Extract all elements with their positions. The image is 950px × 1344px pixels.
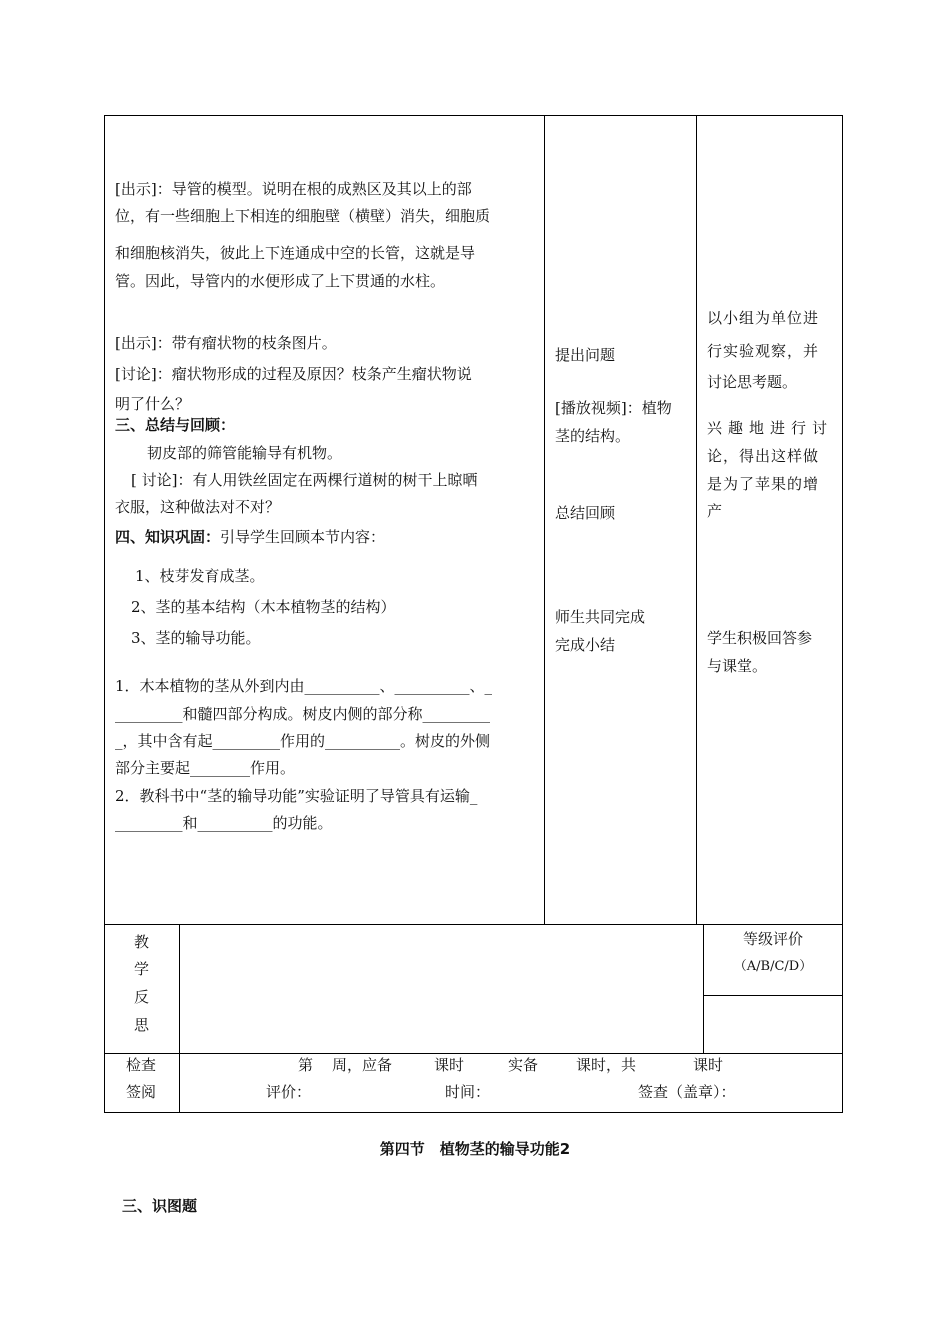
check-week-label: 第 — [298, 1056, 314, 1074]
table-border-right — [842, 115, 843, 1113]
section-heading: 第四节 植物茎的输导功能2 — [379, 1140, 571, 1158]
question-1-line-2: _________和髓四部分构成。树皮内侧的部分称_________ — [115, 705, 491, 723]
main-p1-line-4: 管。因此，导管内的水便形成了上下贯通的水柱。 — [115, 272, 446, 290]
teacher-activity-4-line-2: 完成小结 — [555, 636, 616, 654]
table-border-top — [104, 115, 843, 116]
main-p3-line-2: 明了什么？ — [115, 395, 191, 413]
question-2-line-1: 2．教科书中“茎的输导功能”实验证明了导管具有运输_ — [115, 787, 478, 805]
student-activity-3-line-1: 学生积极回答参 — [707, 629, 813, 647]
question-1-line-4: 部分主要起________作用。 — [115, 759, 296, 777]
check-time-label: 时间： — [445, 1083, 491, 1101]
section-4-title: 四、知识巩固： — [115, 528, 221, 546]
check-actual-unit: 课时，共 — [576, 1056, 637, 1074]
section-4-item-1: 1、枝芽发育成茎。 — [135, 567, 265, 585]
check-label-line-1: 检查 — [126, 1056, 157, 1074]
check-label-line-2: 签阅 — [126, 1083, 157, 1101]
row-divider-reflection — [104, 1053, 843, 1054]
student-activity-2-line-1: 兴趣地进行讨 — [707, 419, 834, 437]
main-p1-line-1: [出示]：导管的模型。说明在根的成熟区及其以上的部 — [115, 180, 472, 198]
teacher-activity-1: 提出问题 — [555, 346, 616, 364]
check-label-divider — [179, 1053, 180, 1113]
student-activity-1-line-1: 以小组为单位进 — [707, 309, 820, 327]
main-p2: [出示]：带有瘤状物的枝条图片。 — [115, 334, 337, 352]
reflection-label-char-2: 学 — [134, 960, 150, 978]
subsection-heading: 三、识图题 — [122, 1197, 198, 1215]
col-divider-1 — [544, 115, 545, 924]
reflection-label-char-1: 教 — [134, 933, 150, 951]
main-p1-line-2: 位，有一些细胞上下相连的细胞壁（横壁）消失，细胞质 — [115, 207, 491, 225]
grade-input-area[interactable] — [705, 997, 841, 1052]
grade-divider-horizontal — [703, 995, 843, 996]
question-1-line-1: 1．木本植物的茎从外到内由__________、__________、_ — [115, 677, 493, 695]
student-activity-1-line-2: 行实验观察，并 — [707, 342, 820, 360]
check-total-unit: 课时 — [693, 1056, 724, 1074]
table-border-bottom — [104, 1112, 843, 1113]
reflection-label-char-3: 反 — [134, 988, 150, 1006]
student-activity-1-line-3: 讨论思考题。 — [707, 373, 798, 391]
student-activity-2-line-2: 论，得出这样做 — [707, 447, 820, 465]
question-2-line-2: _________和__________的功能。 — [115, 814, 333, 832]
question-1-line-3: _，其中含有起_________作用的__________。树皮的外侧 — [115, 732, 491, 750]
main-p3-line-1: [讨论]：瘤状物形成的过程及原因？枝条产生瘤状物说 — [115, 365, 472, 383]
check-planned-label: 周，应备 — [332, 1056, 393, 1074]
section-3-discuss-line-1: [ 讨论]：有人用铁丝固定在两棵行道树的树干上晾晒 — [131, 471, 478, 489]
check-planned-unit: 课时 — [434, 1056, 465, 1074]
grade-label: 等级评价 — [742, 930, 803, 948]
reflection-content-area[interactable] — [181, 926, 702, 1052]
row-divider-main — [104, 924, 843, 925]
student-activity-2-line-4: 产 — [707, 502, 723, 520]
reflection-label-char-4: 思 — [134, 1016, 150, 1034]
teacher-activity-4-line-1: 师生共同完成 — [555, 608, 646, 626]
check-signature-label: 签查（盖章）： — [638, 1083, 736, 1101]
section-4-intro: 引导学生回顾本节内容： — [220, 528, 386, 546]
check-actual-label: 实备 — [508, 1056, 539, 1074]
table-border-left — [104, 115, 105, 1113]
grade-options: （A/B/C/D） — [733, 959, 813, 974]
section-4-header — [115, 527, 385, 547]
teacher-activity-3: 总结回顾 — [555, 504, 616, 522]
teacher-activity-2-line-2: 茎的结构。 — [555, 427, 631, 445]
reflection-label-divider — [179, 924, 180, 1054]
check-evaluation-label: 评价： — [266, 1083, 312, 1101]
section-3-line-1: 韧皮部的筛管能输导有机物。 — [147, 444, 343, 462]
student-activity-2-line-3: 是为了苹果的增 — [707, 475, 820, 493]
section-3-discuss-line-2: 衣服，这种做法对不对？ — [115, 498, 281, 516]
section-4-item-3: 3、茎的输导功能。 — [131, 629, 261, 647]
section-3-title: 三、总结与回顾： — [115, 416, 236, 434]
main-p1-line-3: 和细胞核消失，彼此上下连通成中空的长管，这就是导 — [115, 244, 476, 262]
section-4-item-2: 2、茎的基本结构（木本植物茎的结构） — [131, 598, 396, 616]
col-divider-2 — [696, 115, 697, 924]
teacher-activity-2-line-1: [播放视频]：植物 — [555, 399, 672, 417]
student-activity-3-line-2: 与课堂。 — [707, 657, 768, 675]
